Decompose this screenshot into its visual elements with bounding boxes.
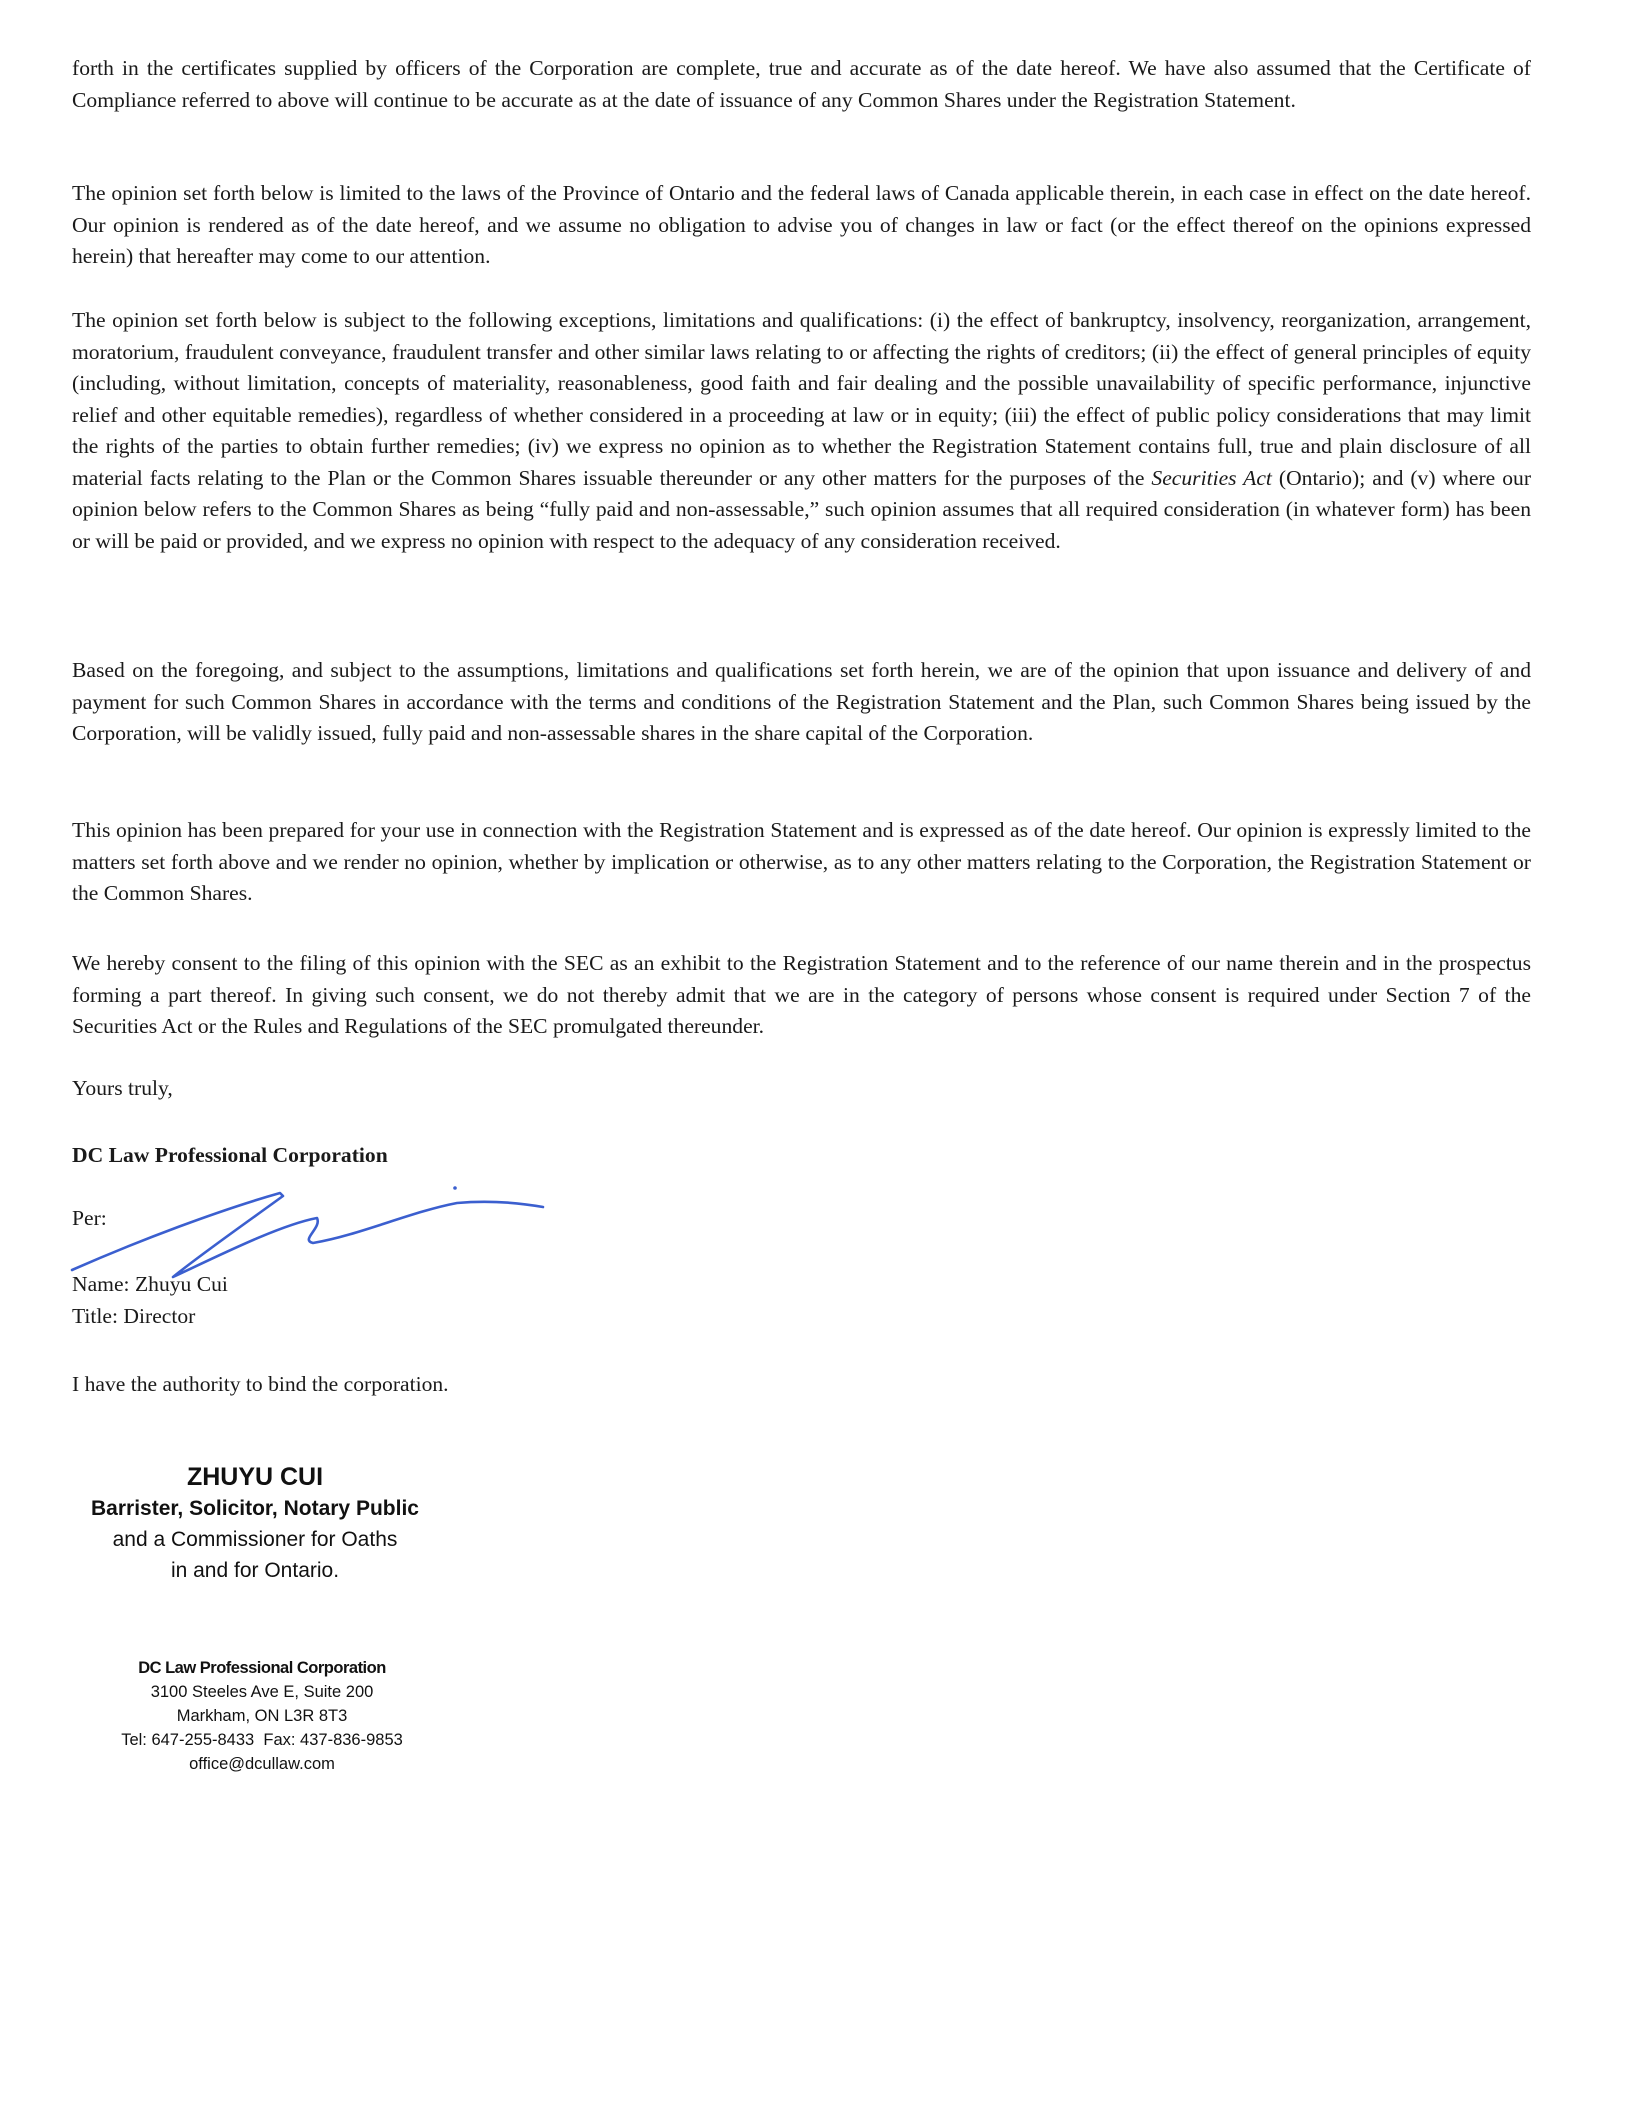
qualifications-text: The opinion set forth below is subject to the following exceptions, limitations and qualifications: (i) the effect of bankruptcy, insolvency, reorganization, arrangement, moratorium, fraudulent conveyance, fraudulent transfer and other similar laws relating to or affecting the rights of creditors; (ii) the effect of general principles of equity (including, without limitation, concepts of materiality, reasonableness, good faith and fair dealing and the possible unavailability of specific performance, injunctive relief and other equitable remedies), regardless of whether considered in a proceeding at law or in equity; (iii) the effect of public policy considerations that may limit the rights of the parties to obtain further remedies; (iv) we express no opinion as to whether the Registration Statement contains full, true and plain disclosure of all material facts relating to the Plan or the Common Shares issuable thereunder or any other matters for the purposes of the (72, 308, 1531, 490)
paragraph-governing-law: The opinion set forth below is limited to the laws of the Province of Ontario and the federal laws of Canada applicable therein, in each case in effect on the date hereof. Our opinion is rendered as of the date hereof, and we assume no obligation to advise you of changes in law or fact (or the effect thereof on the opinions expressed herein) that hereafter may come to our attention. (72, 181, 1531, 268)
signer-name: Name: Zhuyu Cui (72, 1272, 228, 1296)
authority-statement: I have the authority to bind the corporation. (72, 1372, 449, 1396)
address-city: Markham, ON L3R 8T3 (176, 1707, 348, 1725)
salutation: Yours truly, (72, 1076, 173, 1100)
address-stamp (82, 1656, 442, 1776)
stamp-line: and a Commissioner for Oaths (112, 1528, 398, 1551)
securities-act-italic: Securities Act (1151, 465, 1272, 490)
per-label: Per: (72, 1206, 107, 1230)
signer-title: Title: Director (72, 1304, 196, 1328)
stamp-name: ZHUYU CUI (186, 1463, 324, 1491)
stamp-line: Barrister, Solicitor, Notary Public (91, 1497, 419, 1520)
paragraph-certificates: forth in the certificates supplied by officers of the Corporation are complete, true and accurate as of the date hereof. We have also assumed that the Certificate of Compliance referred to above will continue to be accurate as at the date of issuance of any Common Shares under the Registration Statement. (72, 56, 1531, 112)
address-firm: DC Law Professional Corporation (138, 1659, 386, 1677)
address-contact: Tel: 647-255-8433 Fax: 437-836-9853 (121, 1731, 403, 1749)
commissioner-stamp (55, 1462, 455, 1586)
qualifications-text-cont: (Ontario); and (v) where our opinion below refers to the Common Shares as being “fully paid and non-assessable,” such opinion assumes that all required consideration (in whatever form) has been or will be paid or provided, and we express no opinion with respect to the adequacy of any consideration received. (72, 465, 1532, 553)
paragraph-consent: We hereby consent to the filing of this opinion with the SEC as an exhibit to the Registration Statement and to the reference of our name therein and in the prospectus forming a part thereof. In giving such consent, we do not thereby admit that we are in the category of persons whose consent is required under Section 7 of the Securities Act or the Rules and Regulations of the SEC promulgated thereunder. (72, 951, 1531, 1038)
address-email: office@dcullaw.com (189, 1755, 335, 1773)
address-street: 3100 Steeles Ave E, Suite 200 (150, 1683, 374, 1701)
firm-name: DC Law Professional Corporation (72, 1143, 388, 1167)
paragraph-use: This opinion has been prepared for your use in connection with the Registration Statement and is expressed as of the date hereof. Our opinion is expressly limited to the matters set forth above and we render no opinion, whether by implication or otherwise, as to any other matters relating to the Corporation, the Registration Statement or the Common Shares. (72, 818, 1531, 905)
paragraph-opinion: Based on the foregoing, and subject to the assumptions, limitations and qualifications set forth herein, we are of the opinion that upon issuance and delivery of and payment for such Common Shares in accordance with the terms and conditions of the Registration Statement and the Plan, such Common Shares being issued by the Corporation, will be validly issued, fully paid and non-assessable shares in the share capital of the Corporation. (72, 658, 1531, 745)
stamp-line: in and for Ontario. (170, 1559, 340, 1582)
